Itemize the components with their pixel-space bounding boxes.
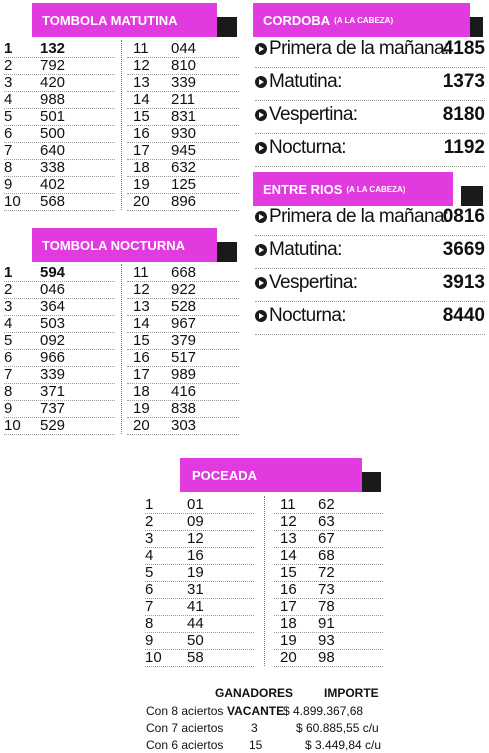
result-line [255, 301, 485, 335]
row-position: 1 [4, 264, 13, 281]
row-position: 20 [280, 649, 297, 666]
result-line [255, 202, 485, 236]
pozo-ganadores: VACANTE [227, 704, 285, 718]
row-position: 16 [133, 125, 150, 142]
pozo-importe: $ 4.899.367,68 [283, 704, 364, 718]
row-position: 13 [133, 298, 150, 315]
table-row [4, 281, 115, 299]
play-bullet-icon [255, 244, 267, 256]
pozo-importe: $ 60.885,55 c/u [296, 721, 379, 735]
pozo-aciertos: Con 7 aciertos [146, 721, 224, 735]
row-position: 10 [4, 417, 21, 434]
table-row [127, 57, 239, 75]
row-position: 7 [4, 142, 13, 159]
row-number: 810 [171, 57, 197, 74]
row-position: 12 [133, 57, 150, 74]
cordoba-title: CORDOBA [263, 12, 331, 28]
table-row [274, 513, 383, 531]
table-row [127, 383, 239, 401]
play-bullet-icon [255, 277, 267, 289]
table-row [274, 598, 383, 616]
table-row [274, 530, 383, 548]
pozo-header-importe: IMPORTE [324, 686, 379, 700]
table-row [4, 176, 115, 194]
pozo-importe: $ 3.449,84 c/u [305, 738, 382, 752]
table-row [274, 581, 383, 599]
matutina-table [4, 40, 239, 212]
row-position: 18 [133, 159, 150, 176]
row-number: 72 [318, 564, 335, 581]
nocturna-table [4, 264, 239, 436]
row-number: 12 [187, 530, 204, 547]
play-bullet-icon [255, 142, 267, 154]
result-line [255, 133, 485, 167]
table-row [127, 74, 239, 92]
row-position: 16 [280, 581, 297, 598]
row-number: 989 [171, 366, 197, 383]
row-position: 10 [4, 193, 21, 210]
row-position: 11 [280, 496, 296, 513]
poceada-table [145, 496, 383, 668]
table-row [4, 366, 115, 384]
row-number: 339 [171, 74, 197, 91]
table-row [274, 615, 383, 633]
row-number: 922 [171, 281, 197, 298]
result-line [255, 235, 485, 269]
row-number: 930 [171, 125, 197, 142]
row-number: 68 [318, 547, 335, 564]
row-position: 12 [133, 281, 150, 298]
table-row [145, 513, 254, 531]
table-row [274, 632, 383, 650]
row-position: 20 [133, 417, 150, 434]
table-row [127, 40, 239, 58]
row-number: 046 [40, 281, 66, 298]
row-position: 1 [4, 40, 13, 57]
row-number: 529 [40, 417, 66, 434]
row-number: 73 [318, 581, 335, 598]
row-position: 13 [133, 74, 150, 91]
row-number: 78 [318, 598, 335, 615]
row-number: 838 [171, 400, 197, 417]
entrerios-subtitle: (A LA CABEZA) [346, 184, 406, 194]
result-label: Vespertina: [269, 272, 358, 293]
row-position: 4 [4, 91, 13, 108]
row-number: 640 [40, 142, 66, 159]
table-row [127, 125, 239, 143]
row-position: 1 [145, 496, 154, 513]
column-divider [121, 40, 122, 210]
row-number: 44 [187, 615, 204, 632]
row-number: 211 [171, 91, 195, 108]
row-number: 93 [318, 632, 335, 649]
row-number: 371 [40, 383, 66, 400]
row-number: 67 [318, 530, 335, 547]
row-number: 98 [318, 649, 335, 666]
row-number: 379 [171, 332, 197, 349]
row-position: 3 [145, 530, 154, 547]
result-label: Primera de la mañana: [269, 38, 449, 59]
cordoba-subtitle: (A LA CABEZA) [334, 15, 394, 25]
row-number: 416 [171, 383, 197, 400]
row-position: 5 [4, 332, 13, 349]
entrerios-header [253, 172, 483, 206]
row-number: 50 [187, 632, 204, 649]
result-label: Primera de la mañana: [269, 206, 449, 227]
table-row [127, 193, 239, 211]
row-number: 09 [187, 513, 204, 530]
row-number: 594 [40, 264, 66, 281]
row-position: 6 [145, 581, 154, 598]
table-row [127, 400, 239, 418]
play-bullet-icon [255, 76, 267, 88]
result-label: Matutina: [269, 239, 342, 260]
result-value: 1192 [443, 137, 485, 158]
table-row [4, 193, 115, 211]
cordoba-title-box [253, 3, 470, 37]
table-row [127, 281, 239, 299]
row-number: 988 [40, 91, 66, 108]
row-number: 63 [318, 513, 335, 530]
pozo-ganadores: 3 [251, 721, 258, 735]
column-divider [121, 264, 122, 434]
row-number: 19 [187, 564, 204, 581]
table-row [4, 349, 115, 367]
row-number: 16 [187, 547, 204, 564]
table-row [4, 108, 115, 126]
row-number: 792 [40, 57, 66, 74]
row-position: 17 [133, 142, 150, 159]
table-row [145, 615, 254, 633]
entrerios-title-box [253, 172, 453, 206]
row-position: 5 [4, 108, 13, 125]
row-number: 896 [171, 193, 197, 210]
result-value: 1373 [442, 71, 485, 92]
table-row [4, 125, 115, 143]
row-number: 500 [40, 125, 66, 142]
row-position: 9 [145, 632, 154, 649]
column-divider [264, 496, 265, 666]
row-position: 15 [133, 332, 150, 349]
table-row [4, 74, 115, 92]
row-position: 3 [4, 74, 13, 91]
row-number: 62 [318, 496, 335, 513]
row-position: 12 [280, 513, 297, 530]
row-position: 16 [133, 349, 150, 366]
row-position: 7 [4, 366, 13, 383]
row-position: 2 [4, 57, 13, 74]
header-dark-tab [215, 242, 237, 262]
row-position: 15 [280, 564, 297, 581]
row-number: 668 [171, 264, 197, 281]
table-row [4, 264, 115, 282]
row-position: 19 [133, 176, 150, 193]
table-row [145, 547, 254, 565]
row-position: 3 [4, 298, 13, 315]
row-position: 17 [280, 598, 297, 615]
row-number: 568 [40, 193, 66, 210]
table-row [4, 383, 115, 401]
row-number: 831 [171, 108, 197, 125]
table-row [127, 91, 239, 109]
row-number: 41 [187, 598, 204, 615]
pozo-aciertos: Con 8 aciertos [146, 704, 224, 718]
table-row [127, 315, 239, 333]
table-row [145, 530, 254, 548]
row-position: 14 [133, 91, 150, 108]
result-value: 0816 [442, 206, 485, 227]
row-number: 501 [40, 108, 66, 125]
row-number: 339 [40, 366, 66, 383]
table-row [4, 159, 115, 177]
table-row [274, 564, 383, 582]
row-number: 044 [171, 40, 197, 57]
result-value: 3669 [442, 239, 485, 260]
row-number: 125 [171, 176, 197, 193]
table-row [145, 598, 254, 616]
table-row [127, 108, 239, 126]
table-row [127, 332, 239, 350]
table-row [145, 496, 254, 514]
matutina-header [32, 3, 237, 37]
row-number: 338 [40, 159, 66, 176]
row-position: 19 [280, 632, 297, 649]
table-row [4, 57, 115, 75]
pozo-ganadores: 15 [249, 738, 263, 752]
entrerios-title: ENTRE RIOS [263, 181, 343, 197]
table-row [127, 176, 239, 194]
row-position: 9 [4, 400, 13, 417]
row-position: 18 [280, 615, 297, 632]
row-position: 15 [133, 108, 150, 125]
row-position: 6 [4, 349, 13, 366]
row-position: 20 [133, 193, 150, 210]
cordoba-header [253, 3, 483, 37]
table-row [145, 649, 254, 667]
table-row [127, 349, 239, 367]
result-value: 8180 [442, 104, 485, 125]
result-label: Matutina: [269, 71, 342, 92]
row-number: 303 [171, 417, 197, 434]
table-row [145, 632, 254, 650]
row-position: 2 [4, 281, 13, 298]
table-row [274, 496, 383, 514]
row-position: 6 [4, 125, 13, 142]
play-bullet-icon [255, 310, 267, 322]
table-row [127, 142, 239, 160]
result-value: 8440 [442, 305, 485, 326]
table-row [127, 298, 239, 316]
row-position: 10 [145, 649, 162, 666]
table-row [127, 159, 239, 177]
row-number: 402 [40, 176, 66, 193]
play-bullet-icon [255, 109, 267, 121]
row-position: 8 [4, 159, 13, 176]
play-bullet-icon [255, 43, 267, 55]
table-row [4, 91, 115, 109]
row-position: 5 [145, 564, 154, 581]
row-position: 8 [145, 615, 154, 632]
table-row [127, 417, 239, 435]
row-number: 364 [40, 298, 66, 315]
row-position: 9 [4, 176, 13, 193]
row-position: 11 [133, 40, 149, 57]
table-row [4, 332, 115, 350]
nocturna-title: TOMBOLA NOCTURNA [32, 228, 217, 262]
row-number: 945 [171, 142, 197, 159]
row-number: 31 [187, 581, 204, 598]
pozo-aciertos: Con 6 aciertos [146, 738, 224, 752]
table-row [4, 417, 115, 435]
table-row [145, 581, 254, 599]
result-value: 3913 [442, 272, 485, 293]
row-number: 966 [40, 349, 66, 366]
header-dark-tab [215, 17, 237, 37]
row-number: 91 [318, 615, 335, 632]
table-row [274, 649, 383, 667]
row-position: 11 [133, 264, 149, 281]
result-line [255, 34, 485, 68]
row-number: 58 [187, 649, 204, 666]
row-number: 967 [171, 315, 197, 332]
table-row [127, 264, 239, 282]
table-row [4, 40, 115, 58]
table-row [127, 366, 239, 384]
matutina-title: TOMBOLA MATUTINA [32, 3, 217, 37]
poceada-title: POCEADA [180, 458, 362, 492]
row-number: 132 [40, 40, 66, 57]
table-row [4, 142, 115, 160]
table-row [4, 315, 115, 333]
table-row [4, 298, 115, 316]
result-line [255, 100, 485, 134]
poceada-header [145, 458, 381, 492]
result-label: Vespertina: [269, 104, 358, 125]
table-row [145, 564, 254, 582]
row-position: 8 [4, 383, 13, 400]
result-value: 4185 [442, 38, 485, 59]
row-position: 14 [280, 547, 297, 564]
row-number: 092 [40, 332, 66, 349]
row-number: 503 [40, 315, 66, 332]
row-position: 4 [4, 315, 13, 332]
nocturna-header [32, 228, 237, 262]
row-number: 528 [171, 298, 197, 315]
row-number: 632 [171, 159, 197, 176]
result-label: Nocturna: [269, 137, 346, 158]
table-row [4, 400, 115, 418]
row-number: 737 [40, 400, 66, 417]
row-number: 01 [187, 496, 204, 513]
row-position: 7 [145, 598, 154, 615]
result-line [255, 67, 485, 101]
row-position: 18 [133, 383, 150, 400]
row-number: 517 [171, 349, 197, 366]
row-position: 17 [133, 366, 150, 383]
play-bullet-icon [255, 211, 267, 223]
row-position: 14 [133, 315, 150, 332]
result-label: Nocturna: [269, 305, 346, 326]
row-number: 420 [40, 74, 66, 91]
table-row [274, 547, 383, 565]
row-position: 13 [280, 530, 297, 547]
pozo-header-ganadores: GANADORES [215, 686, 294, 700]
row-position: 4 [145, 547, 154, 564]
row-position: 19 [133, 400, 150, 417]
row-position: 2 [145, 513, 154, 530]
result-line [255, 268, 485, 302]
